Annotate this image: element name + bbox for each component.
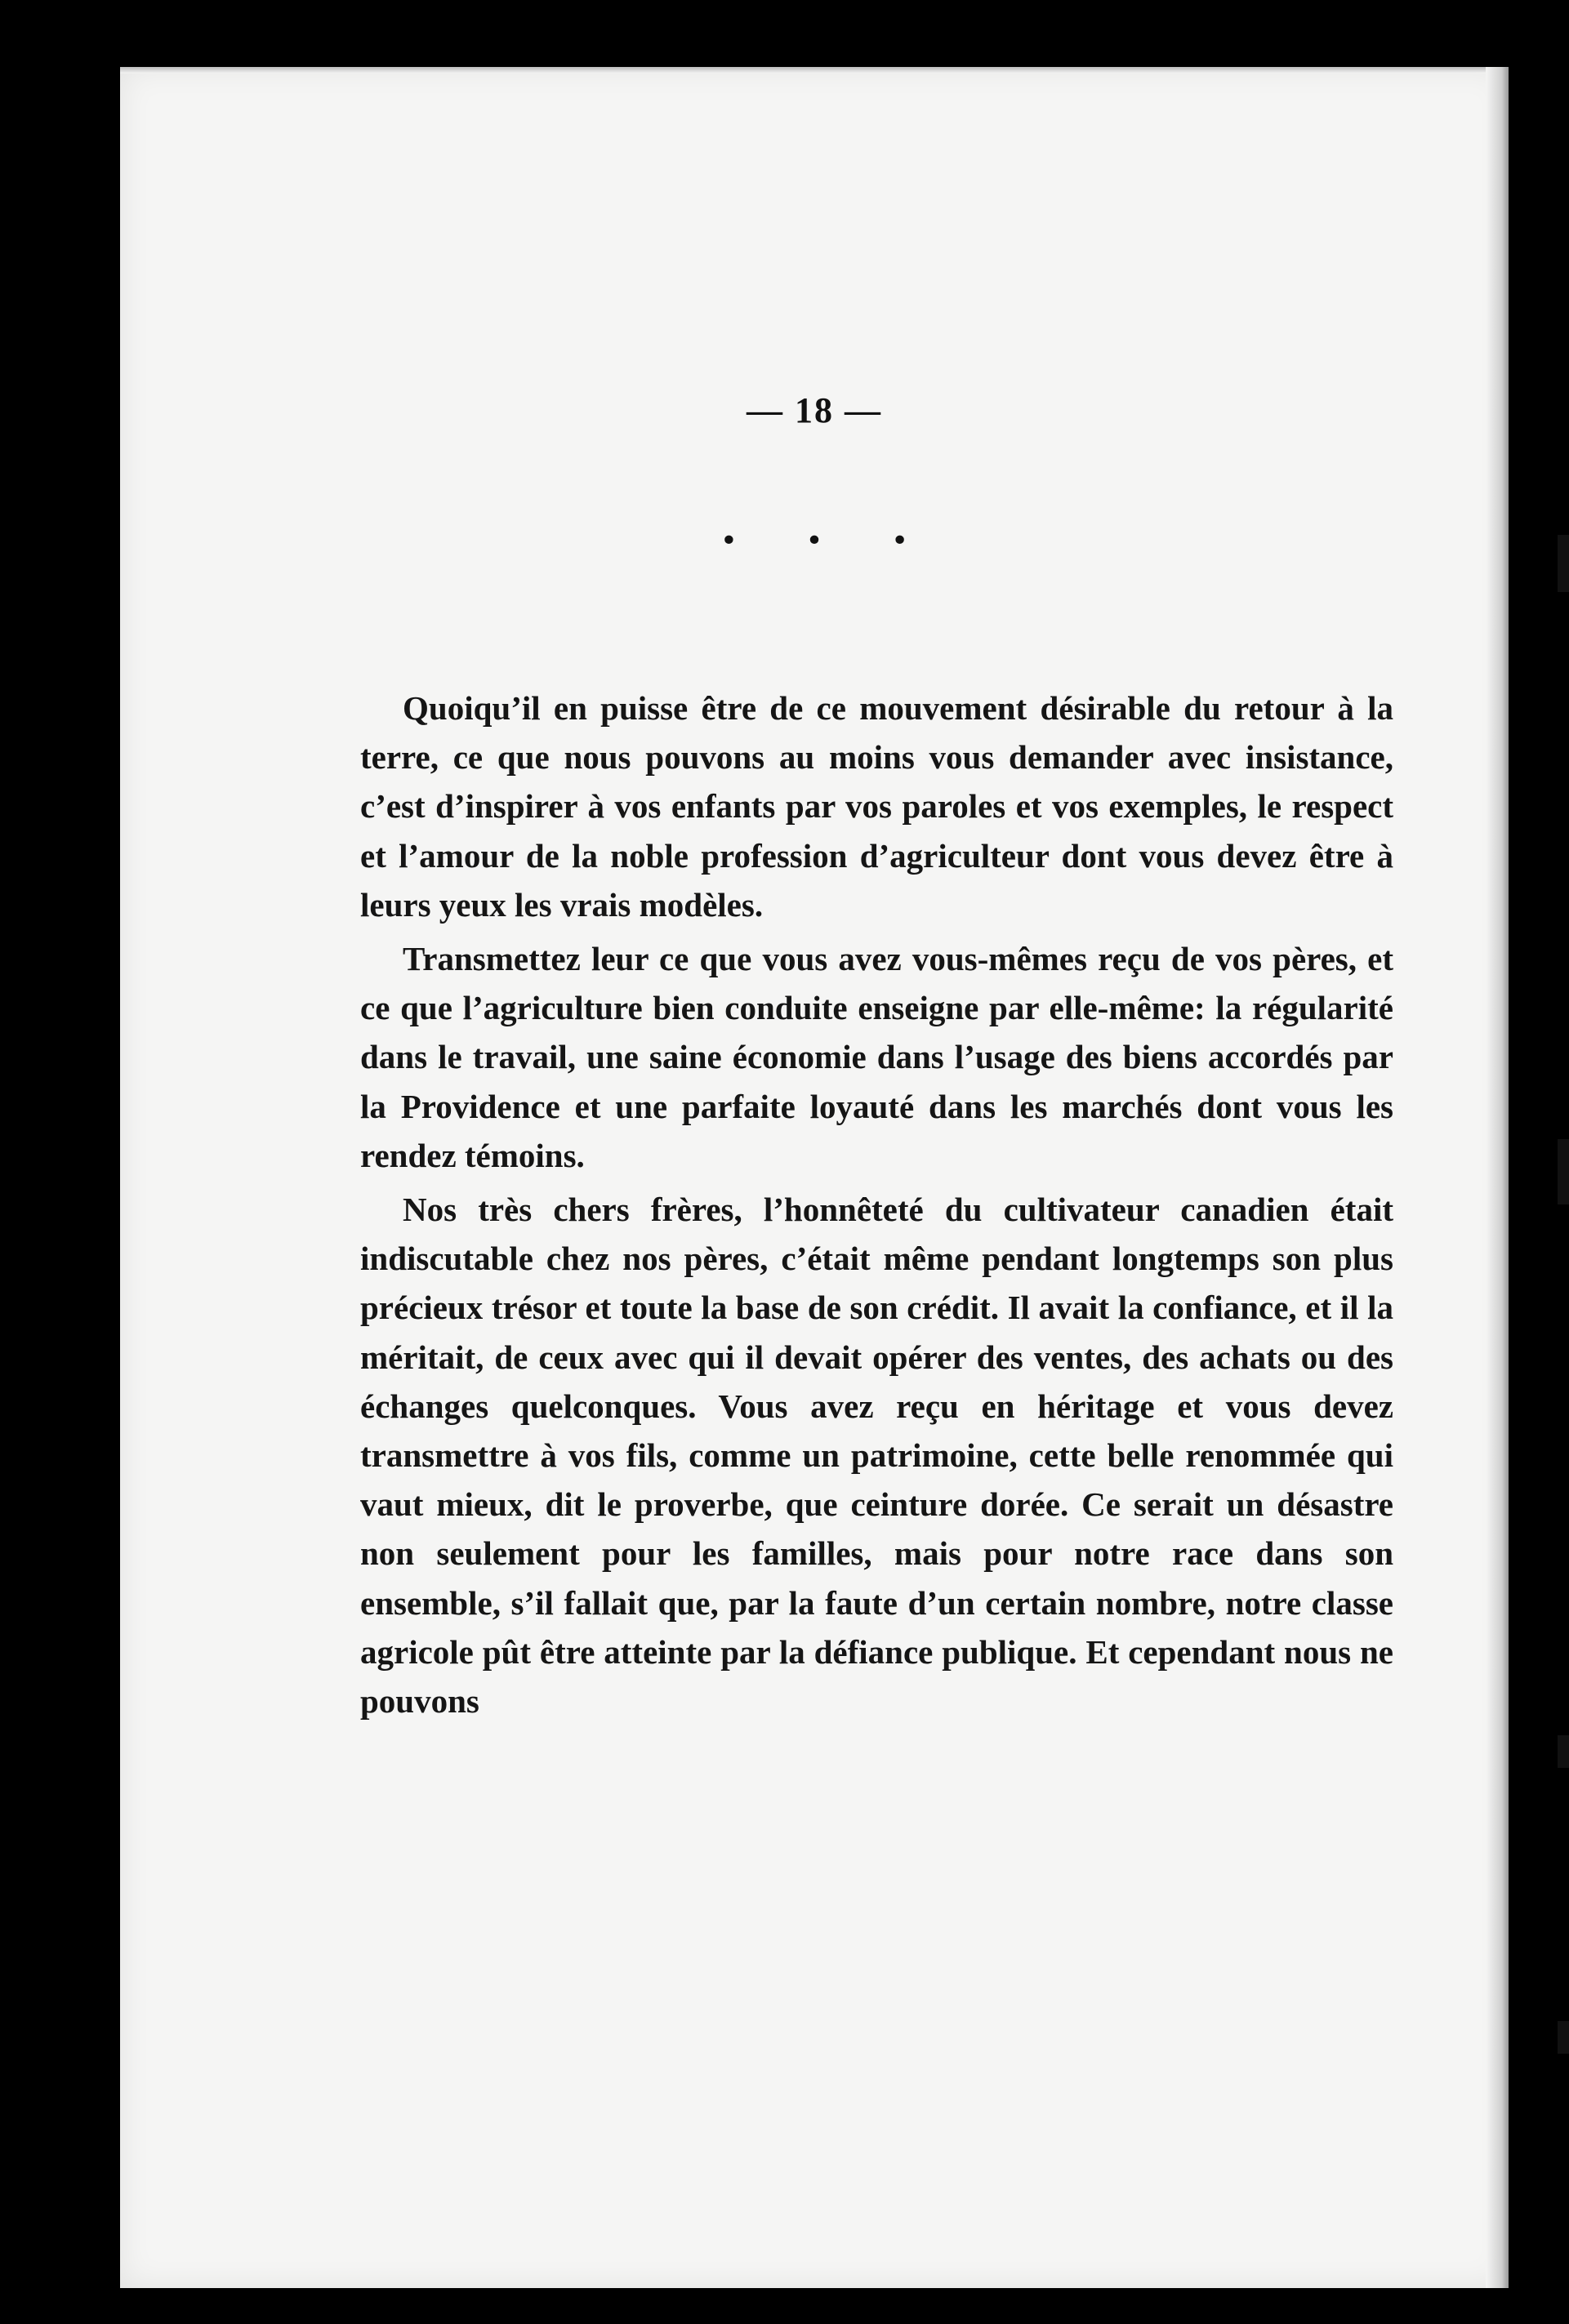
paragraph-1: Quoiqu’il en puisse être de ce mouvement désirable du retour à la terre, ce que nous pouvons au moins vous demander avec insistance, c’est d’inspirer à vos enfants par vos paroles et vos exemples, le respect et l’amour de la noble profession d’agriculteur dont vous devez être à leurs yeux les vrais modèles. [360, 689, 1393, 924]
page-number: — 18 — [747, 390, 882, 430]
page-top-edge [120, 67, 1509, 73]
paragraph-2: Transmettez leur ce que vous avez vous-mêmes reçu de vos pères, et ce que l’agriculture bien conduite enseigne par elle-même: la régularité dans le travail, une saine économie dans l’usage des biens accordés par la Providence et une parfaite loyauté dans les marchés dont vous les rendez témoins. [360, 940, 1393, 1174]
scan-margin-mark [1558, 1735, 1569, 1768]
paragraph-3: Nos très chers frères, l’honnêteté du cultivateur canadien était indiscutable chez nos pères, c’était même pendant longtemps son plus précieux trésor et toute la base de son crédit. Il avait la confiance, et il la méritait, de ceux avec qui il devait opérer des ventes, des achats ou des échanges quelconques. Vous avez reçu en héritage et vous devez transmettre à vos fils, comme un patrimoine, cette belle renommée qui vaut mieux, dit le proverbe, que ceinture dorée. Ce serait un désastre non seulement pour les familles, mais pour notre race dans son ensemble, s’il fallait que, par la faute d’un certain nombre, notre classe agricole pût être atteinte par la défiance publique. Et cependant nous ne pouvons [360, 1191, 1393, 1721]
scan-margin-mark [1558, 1139, 1569, 1204]
scan-margin-mark [1558, 535, 1569, 592]
scanned-page [120, 67, 1509, 2288]
section-separator: • • • [720, 524, 938, 558]
body-text [360, 683, 1393, 1725]
scan-margin-mark [1558, 2021, 1569, 2054]
